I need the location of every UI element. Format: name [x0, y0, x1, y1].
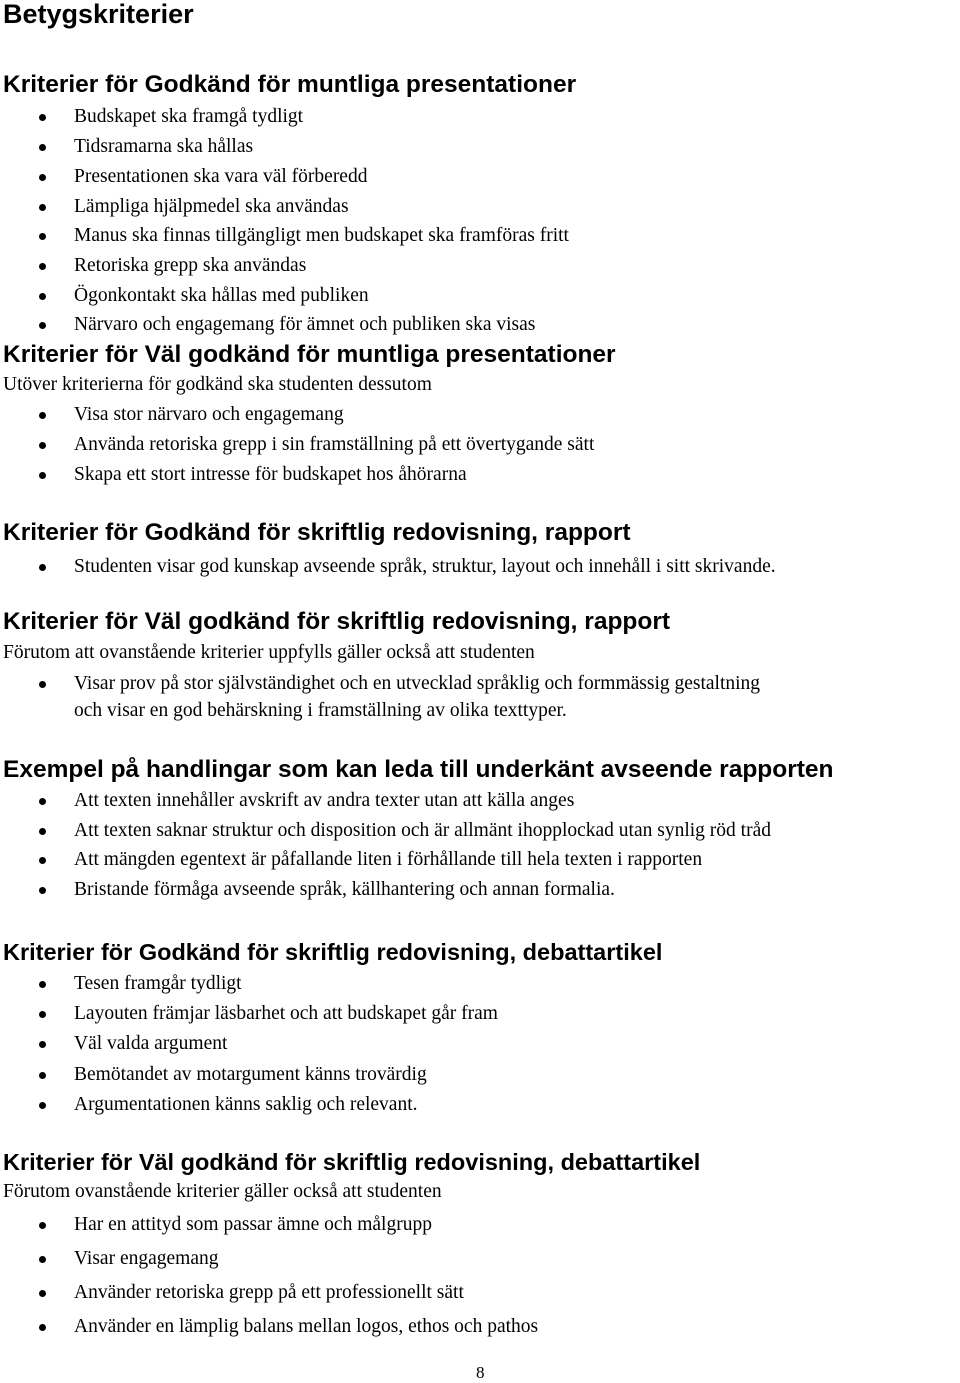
section-heading: Kriterier för Väl godkänd för skriftlig redovisning, debattartikel — [3, 1149, 701, 1175]
section-intro: Utöver kriterierna för godkänd ska studenten dessutom — [3, 374, 432, 395]
bullet-icon — [39, 322, 46, 329]
bullet-icon — [39, 828, 46, 835]
bullet-icon — [39, 981, 46, 988]
bullet-icon — [39, 798, 46, 805]
bullet-icon — [39, 174, 46, 181]
bullet-icon — [39, 1041, 46, 1048]
bullet-icon — [39, 1072, 46, 1079]
bullet-icon — [39, 1256, 46, 1263]
bullet-icon — [39, 1222, 46, 1229]
bullet-icon — [39, 114, 46, 121]
section-heading: Kriterier för Godkänd för skriftlig redovisning, debattartikel — [3, 939, 663, 965]
section-heading: Kriterier för Väl godkänd för muntliga presentationer — [3, 341, 616, 368]
bullet-icon — [39, 1290, 46, 1297]
bullet-icon — [39, 472, 46, 479]
bullet-icon — [39, 204, 46, 211]
bullet-icon — [39, 293, 46, 300]
bullet-icon — [39, 233, 46, 240]
section-heading: Kriterier för Godkänd för muntliga presentationer — [3, 71, 577, 98]
bullet-icon — [39, 1324, 46, 1331]
bullet-icon — [39, 564, 46, 571]
page-number: 8 — [476, 1363, 485, 1382]
bullet-icon — [39, 412, 46, 419]
section-heading: Kriterier för Godkänd för skriftlig redovisning, rapport — [3, 519, 631, 546]
bullet-icon — [39, 1102, 46, 1109]
bullet-icon — [39, 857, 46, 864]
bullet-icon — [39, 681, 46, 688]
section-intro: Förutom att ovanstående kriterier uppfylls gäller också att studenten — [3, 642, 535, 663]
bullet-icon — [39, 263, 46, 270]
page-title: Betygskriterier — [3, 0, 194, 29]
section-heading: Kriterier för Väl godkänd för skriftlig redovisning, rapport — [3, 608, 671, 635]
bullet-icon — [39, 144, 46, 151]
section-heading: Exempel på handlingar som kan leda till underkänt avseende rapporten — [3, 756, 834, 783]
section-intro: Förutom ovanstående kriterier gäller också att studenten — [3, 1181, 442, 1202]
document-page: Betygskriterier Kriterier för Godkänd för muntliga presentationer Budskapet ska framgå tydligt Tidsramarna ska hållas Presentationen ska vara väl förberedd Lämpliga hjälpmedel ska användas Manus ska finnas tillgängligt men budskapet ska framföras fritt Retoriska grepp ska användas Ögonkontakt ska hållas med publiken Närvaro och engagemang för ämnet och publiken ska visas Kriterier för Väl godkänd för muntliga presentationer Utöver kriterierna för godkänd ska studenten dessutom Visa stor närvaro och engagemang Använda retoriska grepp i sin framställning på ett övertygande sätt Skapa ett stort intresse för budskapet hos åhörarna Kriterier för Godkänd för skriftlig redovisning, rapport Studenten visar god kunskap avseende språk, struktur, layout och innehåll i sitt skrivande. Kriterier för Väl godkänd för skriftlig redovisning, rapport Förutom att ovanstående kriterier uppfylls gäller också att studenten Visar prov på stor självständighet och en utvecklad språklig och formmässig gestaltning och visar en god behärskning i framställning av olika texttyper. Exempel på handlingar som kan leda till underkänt avseende rapporten Att texten innehåller avskrift av andra texter utan att källa anges Att texten saknar struktur och disposition och är allmänt ihopplockad utan synlig röd tråd Att mängden egentext är påfallande liten i förhållande till hela texten i rapporten Bristande förmåga avseende språk, källhantering och annan formalia. Kriterier för Godkänd för skriftlig redovisning, debattartikel Tesen framgår tydligt Layouten främjar läsbarhet och att budskapet går fram Väl valda argument Bemötandet av motargument känns trovärdig Argumentationen känns saklig och relevant. Kriterier för Väl godkänd för skriftlig redovisning, debattartikel Förutom ovanstående kriterier gäller också att studenten Har en attityd som passar ämne och målgrupp Visar engagemang Använder retoriska grepp på ett professionellt sätt Använder en lämplig balans mellan logos, ethos och pathos 8 — [0, 0, 960, 1380]
bullet-icon — [39, 1011, 46, 1018]
bullet-icon — [39, 887, 46, 894]
bullet-icon — [39, 442, 46, 449]
